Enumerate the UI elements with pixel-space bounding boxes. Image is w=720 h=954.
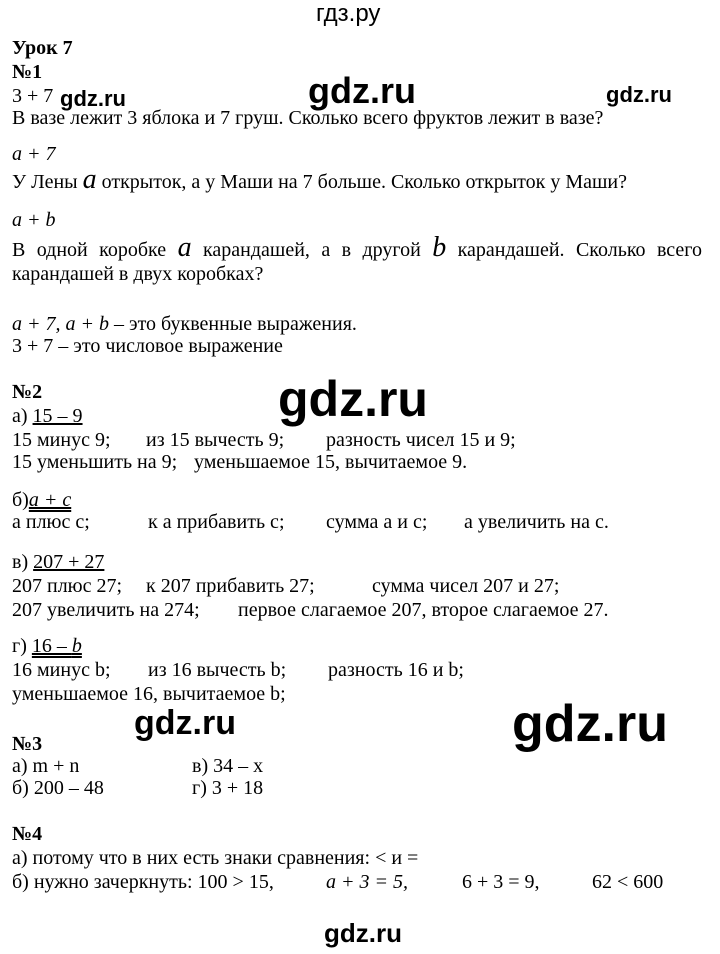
watermark: gdz.ru xyxy=(278,371,428,427)
task1-concl1-a: a + 7, a + b xyxy=(12,313,109,335)
task1-expr1: 3 + 7 xyxy=(12,85,54,107)
task2-a-label: а) xyxy=(12,405,33,427)
task2-d-item: 16 минус b; xyxy=(12,659,111,681)
task2-d-expr-b: b xyxy=(71,635,82,657)
task4-b-item: a + 3 = 5, xyxy=(326,871,408,893)
task2-d-item: из 16 вычесть b; xyxy=(148,659,287,681)
watermark: gdz.ru xyxy=(60,86,126,111)
task2-d-item: разность 16 и b; xyxy=(328,659,464,681)
task2-d-header xyxy=(12,634,82,658)
task1-text3-a: В одной коробке xyxy=(12,239,178,261)
task1-concl1-b: – это буквенные выражения. xyxy=(109,313,357,335)
task4-b-label: б) нужно зачеркнуть: 100 > 15, xyxy=(12,871,274,893)
task3-item: б) 200 – 48 xyxy=(12,777,104,799)
task1-text3-var1: a xyxy=(177,232,192,263)
task1-expr2: a + 7 xyxy=(12,143,56,165)
task2-a-item: из 15 вычесть 9; xyxy=(146,429,285,451)
task2-a-item: 15 минус 9; xyxy=(12,429,111,451)
task4-b-item: 62 < 600 xyxy=(592,871,664,893)
task2-c-header xyxy=(12,550,104,574)
task1-conclusion1 xyxy=(12,312,357,336)
task1-number: №1 xyxy=(12,61,43,83)
task2-d-label: г) xyxy=(12,635,32,657)
task2-a-item: уменьшаемое 15, вычитаемое 9. xyxy=(194,451,468,473)
task1-conclusion2: 3 + 7 – это числовое выражение xyxy=(12,335,283,357)
task3-number: №3 xyxy=(12,733,43,755)
task1-expr3: a + b xyxy=(12,209,56,231)
task1-text3-c: карандашей. Сколько всего карандашей в двух коробках? xyxy=(12,239,702,285)
watermark: gdz.ru xyxy=(512,695,668,753)
task2-b-label: б) xyxy=(12,489,29,511)
task2-b-item: сумма а и с; xyxy=(326,511,428,533)
task2-b-item: а плюс с; xyxy=(12,511,90,533)
task4-a: а) потому что в них есть знаки сравнения: < и = xyxy=(12,847,419,869)
task1-text3 xyxy=(12,232,702,286)
task2-a-item: разность чисел 15 и 9; xyxy=(326,429,516,451)
task1-text2-var: a xyxy=(82,164,97,195)
watermark: gdz.ru xyxy=(324,918,402,948)
task2-d-expr-a: 16 – xyxy=(31,635,72,657)
task2-a-header xyxy=(12,404,83,428)
header-watermark: гдз.ру xyxy=(316,0,381,27)
task2-b-item: а увеличить на с. xyxy=(464,511,609,533)
task2-c-item: первое слагаемое 207, второе слагаемое 27. xyxy=(238,599,609,621)
watermark: gdz.ru xyxy=(308,70,416,111)
task3-item: в) 34 – x xyxy=(192,755,264,777)
task2-b-header xyxy=(12,488,71,512)
task2-c-item: 207 плюс 27; xyxy=(12,575,123,597)
watermark: gdz.ru xyxy=(134,704,236,742)
task2-d-line2: уменьшаемое 16, вычитаемое b; xyxy=(12,683,286,705)
task2-c-item: сумма чисел 207 и 27; xyxy=(372,575,560,597)
task2-c-item: 207 увеличить на 274; xyxy=(12,599,200,621)
task1-text3-b: карандашей, а в другой xyxy=(191,239,433,261)
watermark: gdz.ru xyxy=(606,82,672,107)
task2-a-expr: 15 – 9 xyxy=(32,405,83,427)
task2-number: №2 xyxy=(12,381,43,403)
task2-b-expr: a + c xyxy=(28,489,72,511)
task3-item: г) 3 + 18 xyxy=(192,777,264,799)
lesson-title: Урок 7 xyxy=(12,37,73,59)
task2-a-item: 15 уменьшить на 9; xyxy=(12,451,178,473)
task1-text2-b: открыток, а у Маши на 7 больше. Сколько открыток у Маши? xyxy=(96,171,627,193)
task1-text3-var2: b xyxy=(432,232,447,263)
task1-text2 xyxy=(12,164,627,195)
task4-b-item: 6 + 3 = 9, xyxy=(462,871,540,893)
task2-c-expr: 207 + 27 xyxy=(33,551,105,573)
task2-b-item: к а прибавить с; xyxy=(148,511,285,533)
task3-item: а) m + n xyxy=(12,755,80,777)
task4-number: №4 xyxy=(12,823,43,845)
task2-c-item: к 207 прибавить 27; xyxy=(146,575,315,597)
task1-text1: В вазе лежит 3 яблока и 7 груш. Сколько всего фруктов лежит в вазе? xyxy=(12,107,604,129)
task1-text2-a: У Лены xyxy=(12,171,83,193)
task2-c-label: в) xyxy=(12,551,34,573)
